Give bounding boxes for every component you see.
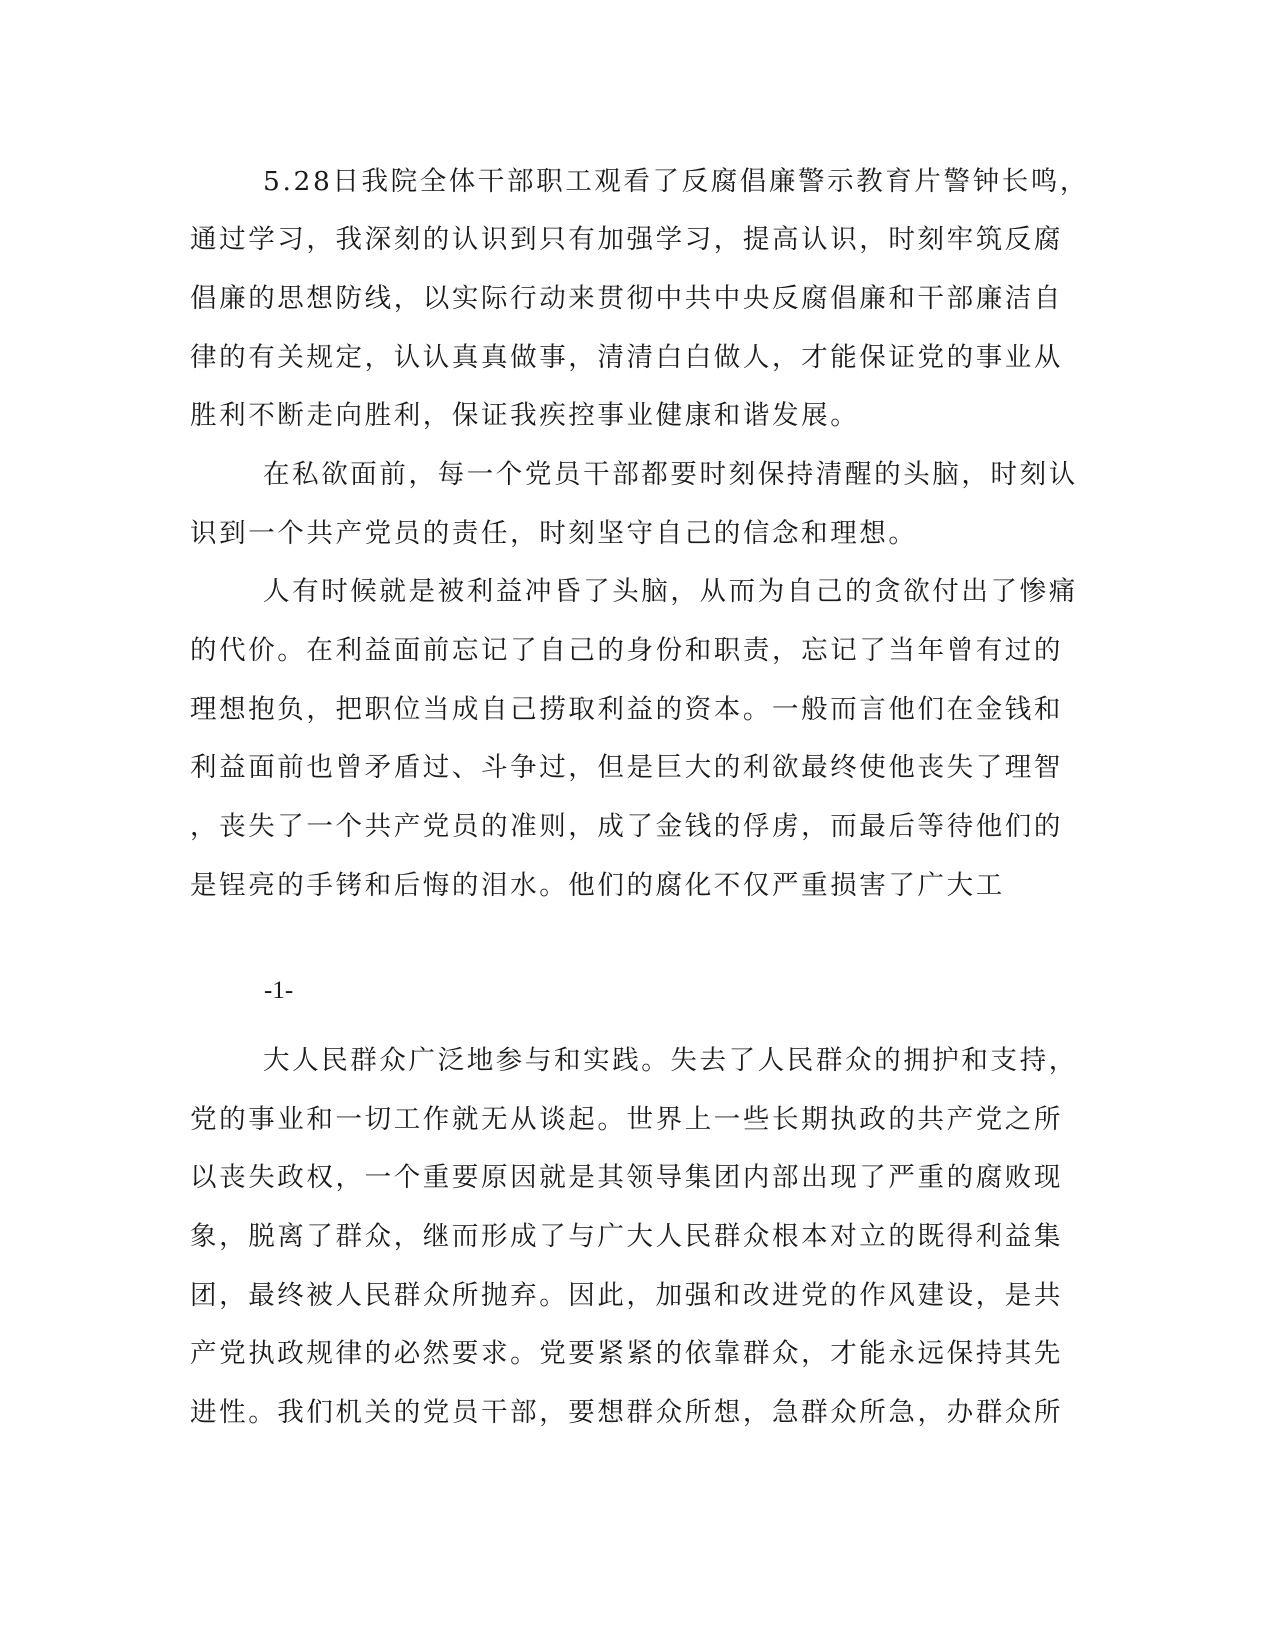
paragraph-4-line-5: 团，最终被人民群众所抛弃。因此，加强和改进党的作风建设，是共 xyxy=(190,1280,1063,1311)
paragraph-3-line-5: ，丧失了一个共产党员的准则，成了金钱的俘虏，而最后等待他们的 xyxy=(190,811,1063,842)
paragraph-4-line-2: 党的事业和一切工作就无从谈起。世界上一些长期执政的共产党之所 xyxy=(190,1104,1063,1135)
paragraph-4-line-7: 进性。我们机关的党员干部，要想群众所想，急群众所急，办群众所 xyxy=(190,1397,1063,1428)
paragraph-3-line-1: 人有时候就是被利益冲昏了头脑，从而为自己的贪欲付出了惨痛 xyxy=(263,576,1078,607)
paragraph-3-line-3: 理想抱负，把职位当成自己捞取利益的资本。一般而言他们在金钱和 xyxy=(190,694,1063,725)
paragraph-2-line-1: 在私欲面前，每一个党员干部都要时刻保持清醒的头脑，时刻认 xyxy=(263,459,1078,490)
paragraph-1-line-2: 通过学习，我深刻的认识到只有加强学习，提高认识，时刻牢筑反腐 xyxy=(190,224,1063,255)
paragraph-4-line-3: 以丧失政权，一个重要原因就是其领导集团内部出现了严重的腐败现 xyxy=(190,1162,1063,1193)
paragraph-3-line-6: 是锃亮的手铐和后悔的泪水。他们的腐化不仅严重损害了广大工 xyxy=(190,870,1005,901)
paragraph-2-line-2: 识到一个共产党员的责任，时刻坚守自己的信念和理想。 xyxy=(190,518,918,549)
paragraph-4-line-6: 产党执政规律的必然要求。党要紧紧的依靠群众，才能永远保持其先 xyxy=(190,1338,1063,1369)
paragraph-4-line-4: 象，脱离了群众，继而形成了与广大人民群众根本对立的既得利益集 xyxy=(190,1221,1063,1252)
page-number: -1- xyxy=(264,977,294,1004)
paragraph-3-line-2: 的代价。在利益面前忘记了自己的身份和职责，忘记了当年曾有过的 xyxy=(190,635,1063,666)
paragraph-1-line-3: 倡廉的思想防线，以实际行动来贯彻中共中央反腐倡廉和干部廉洁自 xyxy=(190,283,1063,314)
paragraph-1-line-4: 律的有关规定，认认真真做事，清清白白做人，才能保证党的事业从 xyxy=(190,342,1063,373)
paragraph-1-line-5: 胜利不断走向胜利，保证我疾控事业健康和谐发展。 xyxy=(190,400,860,431)
paragraph-4-line-1-visible: 大人民群众广泛地参与和实践。失去了人民群众的拥护和支持， xyxy=(263,1045,1078,1076)
paragraph-1-line-1: 5.28日我院全体干部职工观看了反腐倡廉警示教育片警钟长鸣， xyxy=(263,166,1090,197)
paragraph-3-line-4: 利益面前也曾矛盾过、斗争过，但是巨大的利欲最终使他丧失了理智 xyxy=(190,752,1063,783)
